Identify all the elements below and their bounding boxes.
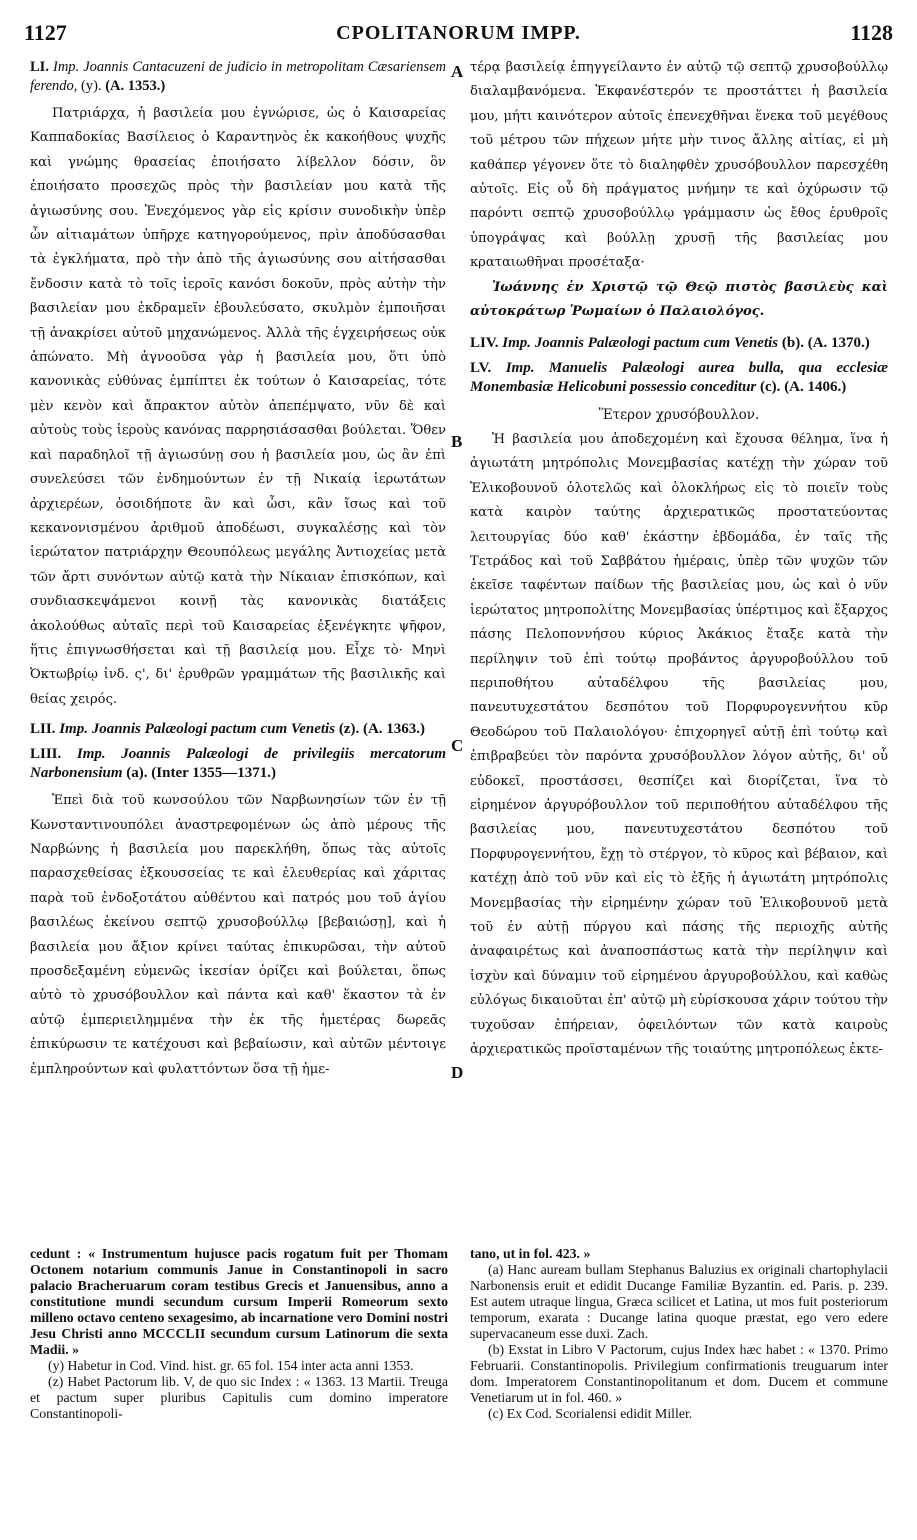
section-51-text: Πατριάρχα, ἡ βασιλεία μου ἐγνώρισε, ὡς ὁ Καισαρείας Καππαδοκίας Βασίλειος ὁ Καραντηνὸς ἐκ κακοήθους ψυχῆς καὶ γνώμης θρασείας ἐποιήσατο λίβελλον δόσιν, ὃν ἐποιήσατο προσεχῶς πρὸς τὴν βασιλείαν μου κατὰ τῆς ἁγιωσύνης σου. Ἐνεχόμενος γὰρ εἰς κρίσιν συνοδικὴν ὑπὲρ ὧν αἰτιαμάτων ὑπῆρχε κατηγορούμενος, πρὶν ἀποδύσασθαι τὰ ἐγκλήματα, πρὸ τὴν ἀπὸ τῆς ἁγιωσύνης σου αἰτήσασθαι ἔνδοσιν κατὰ τὸ τοῖς ἱεροῖς κανόσι δοκοῦν, πρὸς αὐτὴν τὴν βασιλείαν μου ἐκδραμεῖν ἐβουλεύσατο, σκυλμὸν ἐμποιῆσαι τῇ ἀνακρίσει αὐτοῦ μηχανώμενος. Ἀλλὰ τῆς ἐγχειρήσεως οὐκ ἀπώνατο. Μὴ ἀγνοοῦσα γὰρ ἡ βασιλεία μου, ὅτι ὑπὸ κανονικὰς εὐθύνας ἐμπίπτει ἐκ τούτων ὁ Καισαρείας, τότε μὲν κενὸν καὶ ἄπρακτον αὐτὸν ἀπεπέμψατο, νῦν δὲ καὶ αὐτοὺς τοὺς ἱεροὺς κανόνας παρρησιάσασθαι βούλεται. Ὅθεν καὶ παραδηλοῖ τῇ ἁγιωσύνῃ σου ἡ βασιλεία μου, ὡς ἂν ἐπὶ συνελεύσει τῶν ἐνδημούντων ἐν τῇ Νικαίᾳ ἱερωτάτων ἀρχιερέων, ὁσοιδήποτε ἂν καὶ ὦσι, κἂν ἴσως καὶ τοῦ κεκανονισμένου ἀριθμοῦ ἀποδέωσι, συγκαλέσῃς καὶ τὸν ἱερώτατον πατριάρχην Θεουπόλεως μεγάλης Ἀντιοχείας μετὰ τῶν ἄρτι συνόντων αὐτῷ κατὰ τὴν Νίκαιαν ἐπισκόπων, καὶ συνδιασκεψάμενοι κοινῇ τὰς κανονικὰς διατάξεις ἀκολούθως αὐταῖς περὶ τοῦ Καισαρείας ἐξενέγκητε ψῆφον, ἥτις ἐπιγνωσθήσεται καὶ τῇ βασιλείᾳ μου. Εἶχε τὸ· Μηνὶ Ὀκτωβρίῳ ἰνδ. ς', δι' ἐρυθρῶν γραμμάτων τῆς βασιλικῆς καὶ θείας χειρός. (30, 106, 446, 707)
page-number-left: 1127 (24, 20, 67, 45)
footnote-continuation-left: cedunt : « Instrumentum hujusce pacis rogatum fuit per Thomam Octonem notarium communis Janue in Constantinopoli in sacro palacio Bracheruarum coram testibus Grecis et Januensibus, anno a constitutione mundi secundum cursum Imperii Romeorum sexto milleno octavo centeno sexagesimo, ab incarnatione vero Domini nostri Jesu Christi anno MCCCLII secundum cursum Latinorum die sexta Madii. » (30, 1246, 448, 1357)
footnote-y: (y) Habetur in Cod. Vind. hist. gr. 65 fol. 154 inter acta anni 1353. (48, 1358, 414, 1373)
page-header (24, 20, 893, 50)
footnotes-left (30, 1246, 448, 1422)
running-title: CPOLITANORUM IMPP. (336, 22, 581, 44)
subheading: Ἕτερον χρυσόβουλλον. (598, 407, 760, 424)
section-heading-53: LIII. Imp. Joannis Palæologi de privilegiis mercatorum Narbonensium (a). (Inter 1355—1371.) (30, 746, 446, 782)
section-53-continuation: τέρᾳ βασιλείᾳ ἐπηγγείλαντο ἐν αὐτῷ τῷ σεπτῷ χρυσοβούλλῳ διαλαμβανόμενα. Ἐκφανέστερόν τε προστάττει ἡ βασιλεία μου, μήτι καινότερον αὐτοῖς ἐπενεχθῆναι ἕνεκα τοῦ μεγέθους τοῦ μέτρου τῶν πήχεων μήτε μὴν τινος ἄλλης αἰτίας, εἰ μὴ καθάπερ γέγονεν ὅτε τὸ διαληφθὲν χρυσόβουλλον παρεσχέθη αὐτοῖς. Εἰς οὗ δὴ πράγματος μνήμην τε καὶ ὀχύρωσιν τῷ παρόντι σεπτῷ χρυσοβούλλῳ γράμμασιν ὡς ἔθος ἐρυθροῖς ὑπογράψας καὶ βούλλῃ χρυσῇ τῆς βασιλείας μου κραταιωθῆναι προσέταξα· (470, 60, 888, 271)
footnote-a: (a) Hanc auream bullam Stephanus Baluzius ex originali chartophylacii Narbonensis eruit et edidit Ducange Familiæ Byzantin. ed. Paris. p. 239. Est autem utraque lingua, Græca scilicet et Latina, ut mos fuit posteriorum temporum, exarata : Ducange latina quoque præstat, ego vero edere supervacaneum esse duxi. Zach. (470, 1262, 888, 1341)
section-heading-52: LII. Imp. Joannis Palæologi pactum cum Venetis (z). (A. 1363.) (30, 721, 426, 738)
page-number-right: 1128 (850, 20, 893, 45)
imperial-signature: Ἰωάννης ἐν Χριστῷ τῷ Θεῷ πιστὸς βασιλεὺς καὶ αὐτοκράτωρ Ῥωμαίων ὁ Παλαιολόγος. (470, 279, 888, 320)
section-heading-54: LIV. Imp. Joannis Palæologi pactum cum Venetis (b). (A. 1370.) (470, 335, 870, 352)
margin-marker-d: D (451, 1063, 464, 1082)
footnote-continuation-right: tano, ut in fol. 423. » (470, 1246, 591, 1261)
footnote-c: (c) Ex Cod. Scorialensi edidit Miller. (488, 1406, 693, 1421)
footnotes-right (470, 1246, 888, 1422)
section-heading-55: LV. Imp. Manuelis Palæologi aurea bulla, qua ecclesiæ Monembasiæ Helicobuni possessio conceditur (c). (A. 1406.) (470, 360, 889, 396)
margin-marker-a: A (451, 62, 464, 81)
right-column (470, 56, 888, 1062)
section-55-text: Ἡ βασιλεία μου ἀποδεχομένη καὶ ἔχουσα θέλημα, ἵνα ἡ ἁγιωτάτη μητρόπολις Μονεμβασίας κατέχῃ τὴν χώραν τοῦ Ἑλικοβουνοῦ ὁλοτελῶς καὶ ὁλοκλήρως εἰς τὸ ποιεῖν τοὺς κατὰ καιρὸν ταύτης ἀρχιερατικῶς προστατεύοντας λειτουργίας δύο καθ' ἑκάστην ἑβδομάδα, ἐν ταῖς τῆς Τετράδος καὶ τοῦ Σαββάτου ἡμέραις, ὑπὲρ τῶν ψυχῶν τῶν ἐκεῖσε ταφέντων παίδων τῆς βασιλείας μου, ὡς καὶ ὁ νῦν ἱερώτατος μητροπολίτης Μονεμβασίας ὑπέρτιμος καὶ ἔξαρχος πάσης Πελοποννήσου κύριος Ἀκάκιος ἔταξε κατὰ τὴν περίληψιν τοῦ ἐπὶ τούτῳ προβάντος ἀργυροβούλλου τοῦ περιποθήτου αὐταδέλφου τῆς βασιλείας μου, πανευτυχεστάτου δεσπότου τοῦ Πορφυρογεννήτου κῦρ Θεοδώρου τοῦ Παλαιολόγου· ἐπιχορηγεῖ αὐτῇ ἐπὶ τούτῳ καὶ ἐπιβραβεύει τὸν παρόντα χρυσόβουλλον λόγον αὐτῆς, δι' οὗ εὐδοκεῖ, προστάσσει, θεσπίζει καὶ διορίζεται, ἵνα τὸ εἰρημένον ἀργυρόβουλλον τοῦ περιποθήτου αὐταδέλφου τῆς βασιλείας μου, πανευτυχεστάτου δεσπότου τοῦ Πορφυρογεννήτου, ἔχῃ τὸ στέργον, τὸ κῦρος καὶ βέβαιον, καὶ κατέχῃ ἀπὸ τοῦ νῦν καὶ εἰς τὸ ἑξῆς ἡ ἁγιωτάτη μητρόπολις Μονεμβασίας τὴν εἰρημένην χώραν τοῦ Ἑλικοβουνοῦ μετὰ τοῦ ἐν αὐτῇ πύργου καὶ πάσης τῆς περιοχῆς αὐτῆς ἀναφαιρέτως καὶ ἀναποσπάστως κατὰ τὴν περίληψιν καὶ ἰσχὺν καὶ δύναμιν τοῦ εἰρημένου ἀργυροβούλλου, καὶ καθὼς εὐλόγως δικαιοῦται ἐπ' αὐτῷ μὴ εὑρίσκουσα χάριν τούτου τὴν τυχοῦσαν ἐπήρειαν, ὀφειλόντων τῶν κατὰ καιροὺς ἀρχιερατικῶς προϊσταμένων τῆς τοιαύτης μητροπόλεως ἐκτε- (470, 431, 888, 1058)
margin-marker-c: C (451, 736, 464, 755)
footnote-z: (z) Habet Pactorum lib. V, de quo sic Index : « 1363. 13 Martii. Treuga et pactum super pluribus Capitulis cum domino imperatore Constantinopoli- (30, 1374, 448, 1421)
margin-marker-b: B (451, 432, 463, 451)
section-heading-51: LI. Imp. Joannis Cantacuzeni de judicio in metropolitam Cæsariensem ferendo, (y). (A. 1353.) (30, 59, 446, 94)
left-column (30, 56, 446, 1082)
footnote-b: (b) Exstat in Libro V Pactorum, cujus Index hæc habet : « 1370. Primo Februarii. Constantinopolis. Privilegium confirmationis treuguarum inter dom. Imperatorem Constantinopolitanum et dom. Ducem et commune Venetiarum ut in fol. 460. » (470, 1342, 888, 1405)
section-53-text: Ἐπεὶ διὰ τοῦ κωνσούλου τῶν Ναρβωνησίων τῶν ἐν τῇ Κωνσταντινουπόλει ἀναστρεφομένων ὡς ἀπὸ μέρους τῆς Ναρβώνης ἡ βασιλεία μου παρεκλήθη, ὅπως τὰς αὐτοῖς παρασχεθείσας ἐξκουσσείας τε καὶ ἐλευθερίας καὶ χάριτας παρὰ τοῦ ἐνδοξοτάτου αὐθέντου καὶ πατρός μου τοῦ ἁγίου βασιλέως ἐκείνου σεπτῷ χρυσοβούλλῳ [βεβαιώσῃ], καὶ ἡ βασιλεία μου ἄξιον κρίνει ταύτας ἐπικυρῶσαι, τὴν αὐτοῦ προσδεξαμένη εὐμενῶς ἱκεσίαν ὁρίζει καὶ βούλεται, ὅπως αὐτὸ τὸ χρυσόβουλλον καὶ πάντα καὶ καθ' ἕκαστον τὰ ἐν αὐτῷ ἐμπεριειλημμένα τὴν ἐκ τῆς ἡμετέρας δωρεᾶς ἐπικύρωσιν τε κατέχουσι καὶ βεβαίωσιν, καὶ αὐτῶν μέντοιγε ἐμπληρούντων καὶ φυλαττόντων ὅσα τῇ ἡμε- (30, 793, 446, 1077)
